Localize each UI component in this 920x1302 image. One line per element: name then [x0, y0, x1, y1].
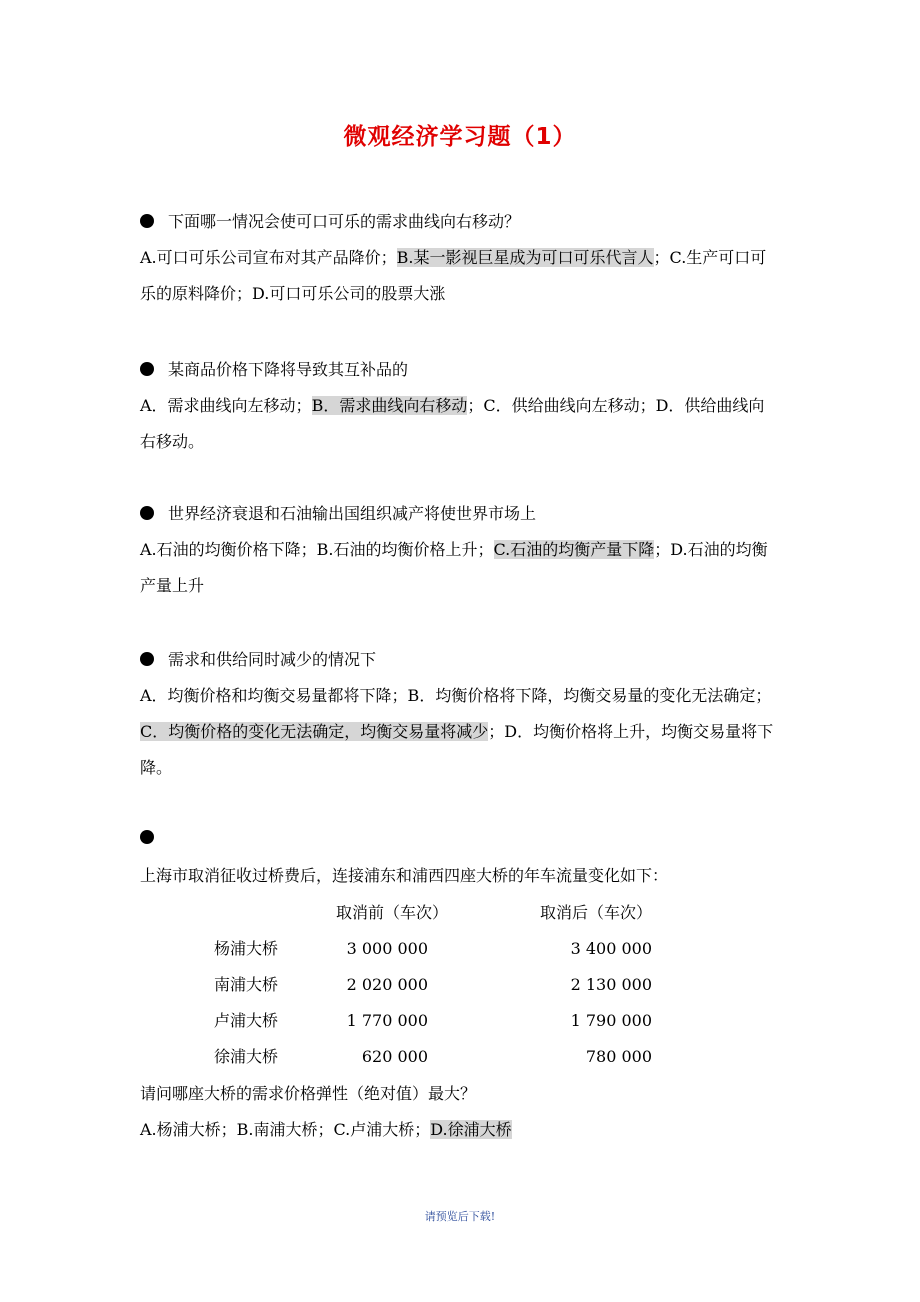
bullet-icon: [140, 506, 154, 520]
option-text: A．需求曲线向左移动；: [140, 396, 312, 415]
value-after: 3 400 000: [570, 939, 652, 958]
option-text: A．均衡价格和均衡交易量都将下降；B．均衡价格将下降，均衡交易量的变化无法确定；: [140, 686, 772, 705]
table-row: [140, 967, 780, 1003]
question-stem: 世界经济衰退和石油输出国组织减产将使世界市场上: [168, 504, 537, 523]
question-4: [140, 642, 780, 786]
answer-highlight: C.石油的均衡产量下降: [493, 540, 655, 559]
option-text: ；C．供给曲线向左移动；D．供给曲线向右移动。: [140, 396, 765, 451]
option-text: ；D．均衡价格将上升，均衡交易量将下降。: [140, 722, 774, 777]
footer-note: 请预览后下载!: [424, 1210, 496, 1223]
question-stem: 请问哪座大桥的需求价格弹性（绝对值）最大？: [140, 1084, 477, 1103]
question-1: [140, 204, 780, 312]
bullet-icon: [140, 362, 154, 376]
value-after: 1 790 000: [570, 1011, 652, 1030]
column-header-before: 取消前（车次）: [336, 903, 449, 922]
bullet-icon: [140, 830, 154, 844]
traffic-table: [140, 895, 780, 1075]
option-text: A.石油的均衡价格下降；B.石油的均衡价格上升；: [140, 540, 494, 559]
question-options: [140, 532, 780, 604]
value-before: 1 770 000: [346, 1011, 428, 1030]
bullet-icon: [140, 652, 154, 666]
bridge-name: 徐浦大桥: [214, 1047, 279, 1066]
bridge-name: 南浦大桥: [214, 975, 279, 994]
option-text: A.可口可乐公司宣布对其产品降价；: [140, 248, 397, 267]
option-text: ；D.石油的均衡产量上升: [140, 540, 768, 595]
option-text: A.杨浦大桥；B.南浦大桥；C.卢浦大桥；: [140, 1120, 431, 1139]
value-after: 780 000: [585, 1047, 652, 1066]
column-header-after: 取消后（车次）: [540, 903, 653, 922]
value-before: 2 020 000: [346, 975, 428, 994]
question-5-options: [140, 1112, 780, 1148]
table-row: [140, 931, 780, 967]
bridge-name: 杨浦大桥: [214, 939, 279, 958]
question-stem: 上海市取消征收过桥费后，连接浦东和浦西四座大桥的年车流量变化如下：: [140, 866, 669, 885]
value-after: 2 130 000: [570, 975, 652, 994]
answer-highlight: C．均衡价格的变化无法确定，均衡交易量将减少: [140, 722, 489, 741]
question-5-question: [140, 1076, 780, 1112]
question-options: [140, 388, 780, 460]
question-stem: 某商品价格下降将导致其互补品的: [168, 360, 409, 379]
question-options: [140, 240, 780, 312]
page-title: 微观经济学习题（1）: [343, 124, 577, 150]
question-options: [140, 1112, 780, 1148]
table-row: [140, 1039, 780, 1075]
question-stem: 下面哪一情况会使可口可乐的需求曲线向右移动？: [168, 212, 521, 231]
bullet-icon: [140, 214, 154, 228]
answer-highlight: D.徐浦大桥: [430, 1120, 512, 1139]
question-3: [140, 496, 780, 604]
answer-highlight: B.某一影视巨星成为可口可乐代言人: [396, 248, 654, 267]
question-5-intro: [140, 858, 780, 894]
table-row: [140, 1003, 780, 1039]
option-text: ；C.生产可口可乐的原料降价；D.可口可乐公司的股票大涨: [140, 248, 767, 303]
question-stem: 需求和供给同时减少的情况下: [168, 650, 377, 669]
question-2: [140, 352, 780, 460]
bridge-name: 卢浦大桥: [214, 1011, 279, 1030]
question-options: [140, 678, 780, 786]
answer-highlight: B．需求曲线向右移动: [311, 396, 468, 415]
value-before: 3 000 000: [346, 939, 428, 958]
value-before: 620 000: [361, 1047, 428, 1066]
question-5-bullet-line: [140, 820, 780, 856]
